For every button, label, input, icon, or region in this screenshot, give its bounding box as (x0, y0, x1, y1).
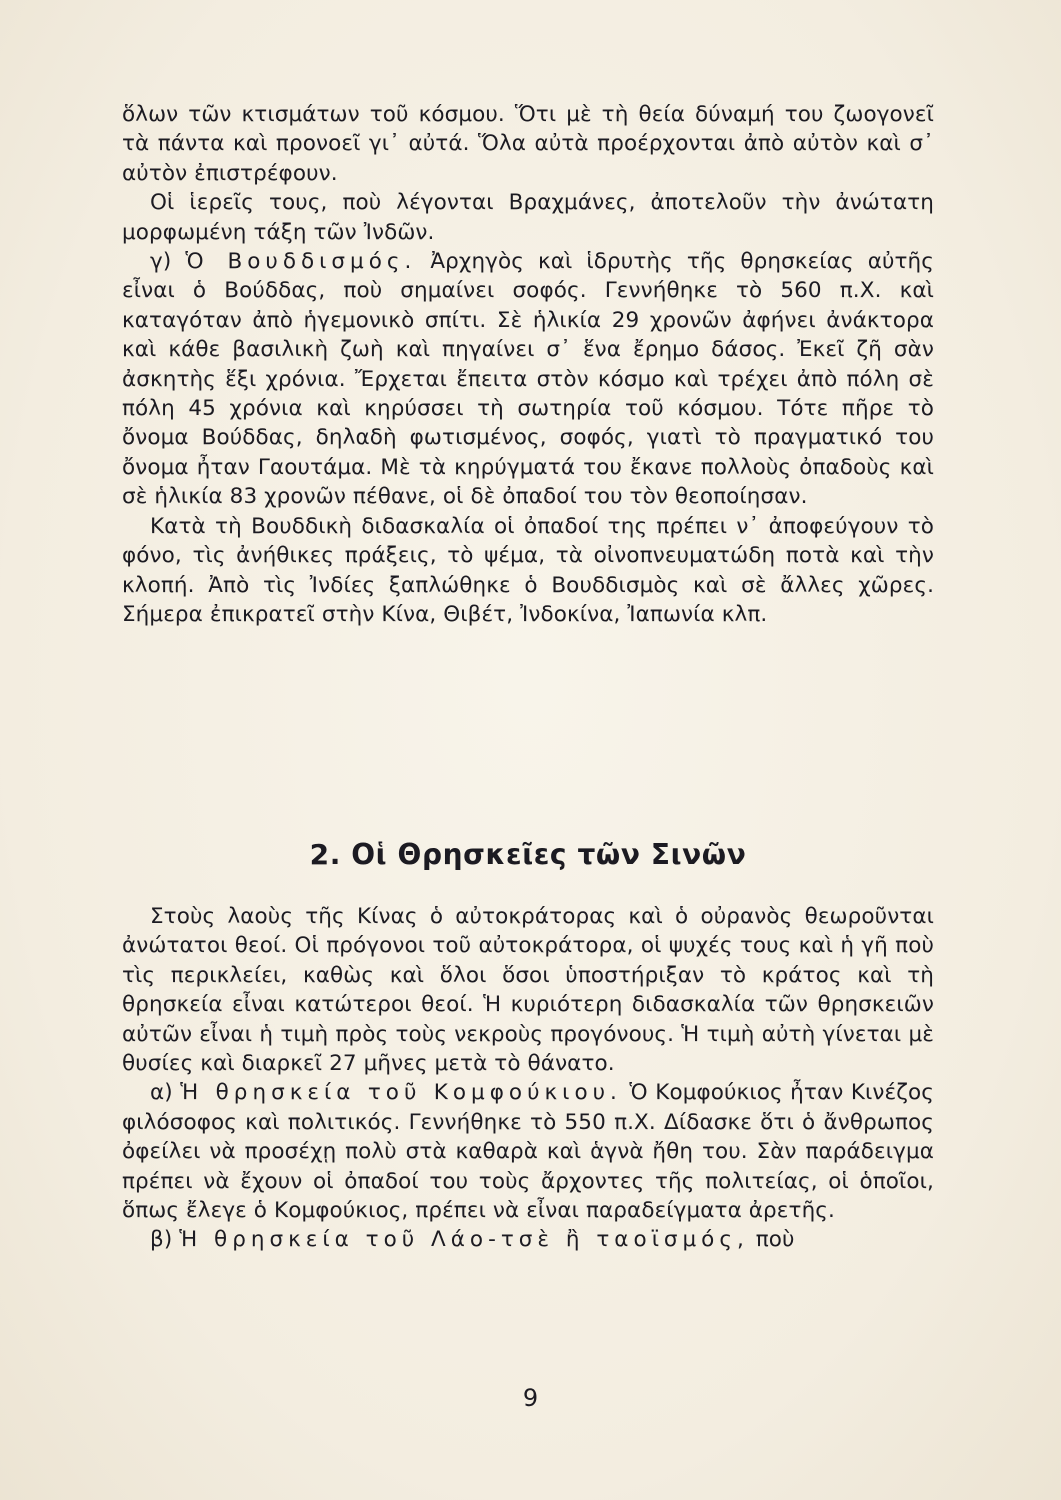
paragraph-confucius-body: Ὁ Κομφούκιος ἦταν Κινέζος φιλόσοφος καὶ πολιτικός. Γεννήθηκε τὸ 550 π.Χ. Δίδασκε ὅτι ὁ ἄνθρωπος ὀφείλει νὰ προσέχῃ πολὺ στὰ καθαρὰ καὶ ἁγνὰ ἤθη του. Σὰν παράδειγμα πρέπει νὰ ἔχουν οἱ ὀπαδοί του τοὺς ἄρχοντες τῆς πολιτείας, οἱ ὁποῖοι, ὅπως ἔλεγε ὁ Κομφούκιος, πρέπει νὰ εἶναι παραδείγματα ἀρετῆς. (122, 1080, 935, 1224)
upper-text-block (122, 100, 934, 629)
paragraph-taoism (122, 1225, 934, 1254)
page-number: 9 (522, 1384, 539, 1412)
paragraph-buddhism-body: Ἀρχηγὸς καὶ ἱδρυτὴς τῆς θρησκείας αὐτῆς εἶναι ὁ Βούδδας, ποὺ σημαίνει σοφός. Γεννήθηκε τὸ 560 π.Χ. καὶ καταγόταν ἀπὸ ἡγεμονικὸ σπίτι. Σὲ ἡλικία 29 χρονῶν ἀφήνει ἀνάκτορα καὶ κάθε βασιλικὴ ζωὴ καὶ πηγαίνει σ᾽ ἕνα ἔρημο δάσος. Ἐκεῖ ζῆ σὰν ἀσκητὴς ἕξι χρόνια. Ἔρχεται ἔπειτα στὸν κόσμο καὶ τρέχει ἀπὸ πόλη σὲ πόλη 45 χρόνια καὶ κηρύσσει τὴ σωτηρία τοῦ κόσμου. Τότε πῆρε τὸ ὄνομα Βούδδας, δηλαδὴ φωτισμένος, σοφός, γιατὶ τὸ πραγματικό του ὄνομα ἦταν Γαουτάμα. Μὲ τὰ κηρύγματά του ἔκανε πολλοὺς ὀπαδοὺς καὶ σὲ ἡλικία 83 χρονῶν πέθανε, οἱ δὲ ὀπαδοί του τὸν θεοποίησαν. (122, 249, 934, 510)
item-marker-beta: β) (150, 1227, 180, 1253)
chapter-heading: 2. Οἱ Θρησκεῖες τῶν Σινῶν (309, 838, 747, 871)
paragraph-confucius (122, 1078, 934, 1225)
lower-text-block (122, 902, 934, 1255)
paragraph-chinese-religions: Στοὺς λαοὺς τῆς Κίνας ὁ αὐτοκράτορας καὶ ὁ οὐρανὸς θεωροῦνται ἀνώτατοι θεοί. Οἱ πρόγονοι τοῦ αὐτοκράτορα, οἱ ψυχές τους καὶ ἡ γῆ ποὺ τὶς περικλείει, καθὼς καὶ ὅλοι ὅσοι ὑποστήριξαν τὸ κράτος καὶ τὴ θρησκεία εἶναι κατώτεροι θεοί. Ἡ κυριότερη διδασκαλία τῶν θρησκειῶν αὐτῶν εἶναι ἡ τιμὴ πρὸς τοὺς νεκροὺς προγόνους. Ἡ τιμὴ αὐτὴ γίνεται μὲ θυσίες καὶ διαρκεῖ 27 μῆνες μετὰ τὸ θάνατο. (122, 904, 934, 1077)
paragraph-buddhism (122, 247, 934, 512)
item-marker-alpha: α) (150, 1080, 181, 1106)
paragraph-brahmins: Οἱ ἱερεῖς τους, ποὺ λέγονται Βραχμάνες, ἀποτελοῦν τὴν ἀνώτατη μορφωμένη τάξη τῶν Ἰνδῶν. (122, 190, 934, 245)
section-title-buddhism: Ὁ Βουδδισμός. (185, 249, 417, 275)
paragraph-buddhist-teaching: Κατὰ τὴ Βουδδικὴ διδασκαλία οἱ ὀπαδοί της πρέπει ν᾽ ἀποφεύγουν τὸ φόνο, τὶς ἀνήθικες πράξεις, τὸ ψέμα, τὰ οἰνοπνευματώδη ποτὰ καὶ τὴν κλοπή. Ἀπὸ τὶς Ἰνδίες ξαπλώθηκε ὁ Βουδδισμὸς καὶ σὲ ἄλλες χῶρες. Σήμερα ἐπικρατεῖ στὴν Κίνα, Θιβέτ, Ἰνδοκίνα, Ἰαπωνία κλπ. (122, 513, 934, 627)
item-marker-gamma: γ) (150, 249, 186, 275)
section-title-taoism: Ἡ θρησκεία τοῦ Λάο-τσὲ ἢ ταοϊσμός, (179, 1227, 749, 1253)
paragraph-brahmanism-end: ὅλων τῶν κτισμάτων τοῦ κόσμου. Ὅτι μὲ τὴ θεία δύναμή του ζωογονεῖ τὰ πάντα καὶ προνοεῖ γι᾽ αὐτά. Ὅλα αὐτὰ προέρχονται ἀπὸ αὐτὸν καὶ σ᾽ αὐτὸν ἐπιστρέφουν. (122, 102, 934, 186)
paragraph-taoism-body: ποὺ (748, 1227, 795, 1253)
section-title-confucius: Ἡ θρησκεία τοῦ Κομφούκιου. (180, 1080, 622, 1106)
